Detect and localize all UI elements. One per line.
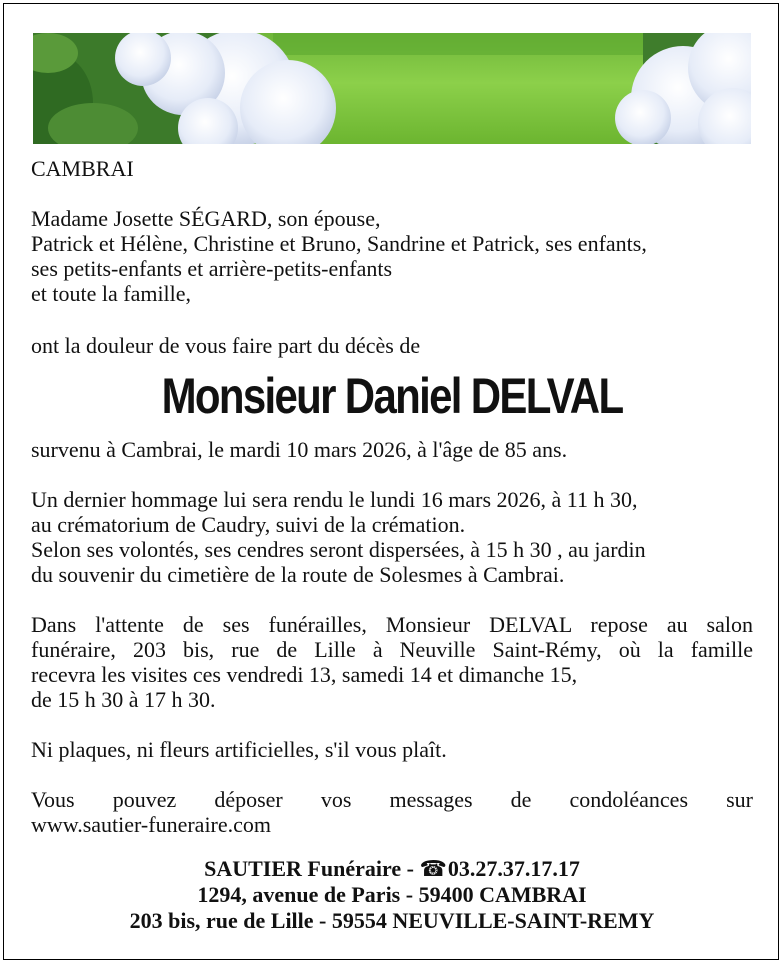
funeral-home-name: SAUTIER Funéraire - xyxy=(204,856,420,881)
funeral-home-phone[interactable]: 03.27.37.17.17 xyxy=(447,856,580,881)
flowers-note: Ni plaques, ni fleurs artificielles, s'il vous plaît. xyxy=(31,737,447,762)
condolences-line: Vous pouvez déposer vos messages de condoléances sur xyxy=(31,787,753,812)
tribute-line: Un dernier hommage lui sera rendu le lundi 16 mars 2026, à 11 h 30, xyxy=(31,487,638,512)
city-heading: CAMBRAI xyxy=(31,156,134,181)
family-line: Madame Josette SÉGARD, son épouse, xyxy=(31,206,381,231)
condolences-block xyxy=(31,787,753,837)
tribute-line: du souvenir du cimetière de la route de Solesmes à Cambrai. xyxy=(31,562,565,587)
visitation-line: funéraire, 203 bis, rue de Lille à Neuville Saint-Rémy, où la famille xyxy=(31,637,753,662)
deceased-name: Monsieur Daniel DELVAL xyxy=(161,368,623,424)
family-block xyxy=(31,206,753,306)
family-line: et toute la famille, xyxy=(31,281,192,306)
visitation-line: de 15 h 30 à 17 h 30. xyxy=(31,687,216,712)
visitation-line: Dans l'attente de ses funérailles, Monsieur DELVAL repose au salon xyxy=(31,612,753,637)
funeral-home-footer xyxy=(0,856,784,934)
family-line: ses petits-enfants et arrière-petits-enfants xyxy=(31,256,393,281)
funeral-home-address-1: 1294, avenue de Paris - 59400 CAMBRAI xyxy=(197,882,587,907)
visitation-block xyxy=(31,612,753,712)
funeral-home-address-2: 203 bis, rue de Lille - 59554 NEUVILLE-SAINT-REMY xyxy=(129,908,655,933)
family-line: Patrick et Hélène, Christine et Bruno, Sandrine et Patrick, ses enfants, xyxy=(31,231,647,256)
death-info: survenu à Cambrai, le mardi 10 mars 2026, à l'âge de 85 ans. xyxy=(31,437,568,462)
hydrangea-banner-image xyxy=(33,33,751,144)
tribute-line: Selon ses volontés, ses cendres seront dispersées, à 15 h 30 , au jardin xyxy=(31,537,646,562)
tribute-line: au crématorium de Caudry, suivi de la crémation. xyxy=(31,512,466,537)
visitation-line: recevra les visites ces vendredi 13, samedi 14 et dimanche 15, xyxy=(31,662,578,687)
phone-icon: ☎ xyxy=(419,856,447,881)
announcement-text: ont la douleur de vous faire part du décès de xyxy=(31,333,421,358)
condolences-website-link[interactable]: www.sautier-funeraire.com xyxy=(31,812,272,837)
tribute-block xyxy=(31,487,753,587)
funeral-home-name-line xyxy=(0,856,784,882)
